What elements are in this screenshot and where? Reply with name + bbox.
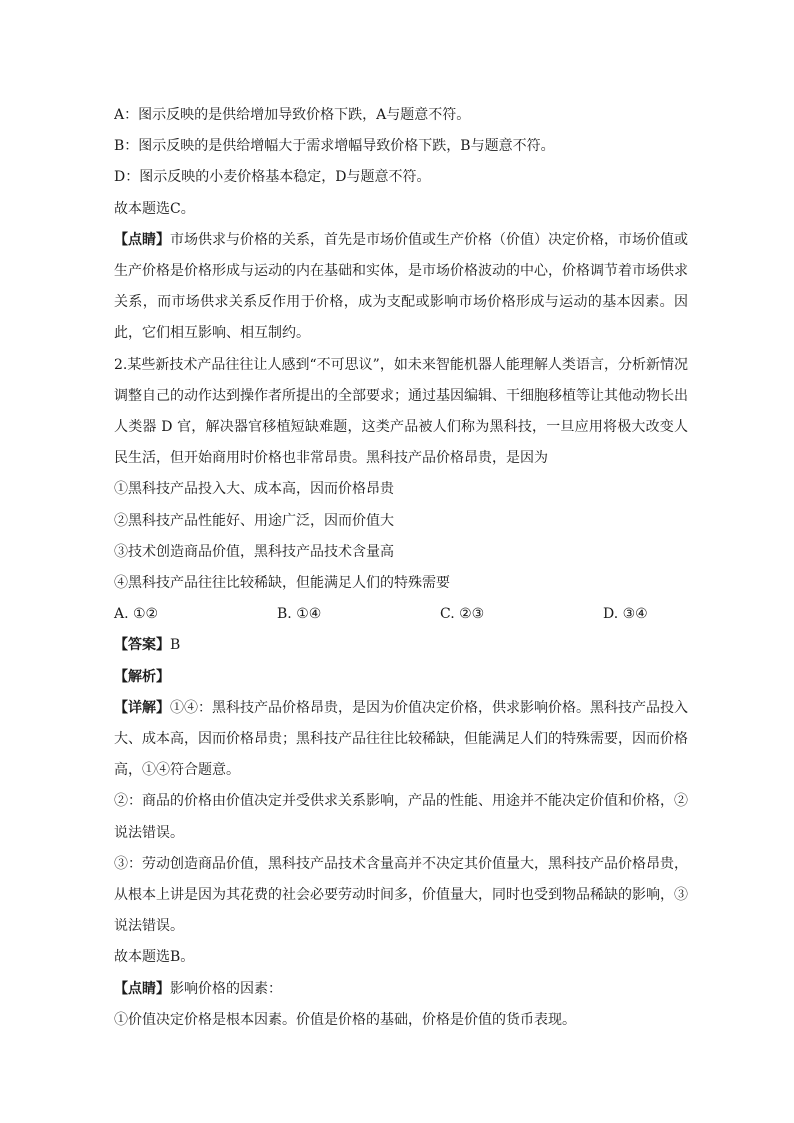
- question-item-3: ③技术创造商品价值，黑科技产品技术含量高: [114, 543, 394, 560]
- detail-label: 【详解】: [114, 699, 170, 716]
- answer-label: 【答案】: [114, 637, 170, 654]
- dianjing-paragraph-2: [114, 974, 688, 1005]
- question-item-2: ②黑科技产品性能好、用途广泛，因而价值大: [114, 512, 394, 529]
- option-a: A. ①②: [114, 606, 159, 623]
- analysis-line: [114, 662, 688, 693]
- detail-paragraph-1: [114, 693, 688, 787]
- conclusion-line-2: 故本题选B。: [114, 949, 195, 966]
- detail-text-1: ①④：黑科技产品价格昂贵，是因为价值决定价格，供求影响价格。黑科技产品投入大、成本高，因而价格昂贵；黑科技产品往往比较稀缺，但能满足人们的特殊需要，因而价格高，①④符合题意。: [114, 699, 688, 779]
- explanation-line-b: B：图示反映的是供给增幅大于需求增幅导致价格下跌，B与题意不符。: [114, 138, 555, 155]
- explanation-line-a: A：图示反映的是供给增加导致价格下跌，A与题意不符。: [114, 107, 471, 123]
- option-c: C. ②③: [440, 606, 485, 623]
- question-item-4: ④黑科技产品往往比较稀缺，但能满足人们的特殊需要: [114, 575, 450, 592]
- document-content: [114, 100, 688, 1036]
- answer-line: [114, 630, 688, 661]
- question-stem: 2.某些新技术产品往往让人感到“不可思议”，如未来智能机器人能理解人类语言，分析新情况调整自己的动作达到操作者所提出的全部要求；通过基因编辑、干细胞移植等让其他动物长出人类器 D 官，解决器官移植短缺难题，这类产品被人们称为黑科技，一旦应用将极大改变人民生活，但开始商用时价格也非常昂贵。黑科技产品价格昂贵，是因为: [114, 356, 688, 467]
- detail-paragraph-3: ③：劳动创造商品价值，黑科技产品技术含量高并不决定其价值量大，黑科技产品价格昂贵，从根本上讲是因为其花费的社会必要劳动时间多，价值量大，同时也受到物品稀缺的影响，③说法错误。: [114, 855, 688, 935]
- analysis-label: 【解析】: [114, 668, 170, 685]
- explanation-line-d: D：图示反映的小麦价格基本稳定，D与题意不符。: [114, 169, 431, 186]
- detail-paragraph-2: ②：商品的价格由价值决定并受供求关系影响，产品的性能、用途并不能决定价值和价格，②说法错误。: [114, 793, 688, 841]
- answer-options: [114, 599, 688, 630]
- dianjing-item-1: ①价值决定价格是根本因素。价值是价格的基础，价格是价值的货币表现。: [114, 1011, 576, 1028]
- conclusion-line-1: 故本题选C。: [114, 200, 195, 217]
- dianjing-text-2: 影响价格的因素：: [170, 980, 282, 997]
- dianjing-label-2: 【点睛】: [114, 980, 170, 997]
- dianjing-paragraph-1: [114, 225, 688, 350]
- dianjing-text-1: 市场供求与价格的关系，首先是市场价值或生产价格（价值）决定价格，市场价值或生产价格是价格形成与运动的内在基础和实体，是市场价格波动的中心，价格调节着市场供求关系，而市场供求关系反作用于价格，成为支配或影响市场价格形成与运动的基本因素。因此，它们相互影响、相互制约。: [114, 231, 688, 342]
- dianjing-label-1: 【点睛】: [114, 231, 170, 248]
- answer-value: B: [170, 637, 181, 654]
- option-d: D. ③④: [603, 606, 648, 623]
- option-b: B. ①④: [277, 606, 322, 623]
- question-item-1: ①黑科技产品投入大、成本高，因而价格昂贵: [114, 481, 394, 498]
